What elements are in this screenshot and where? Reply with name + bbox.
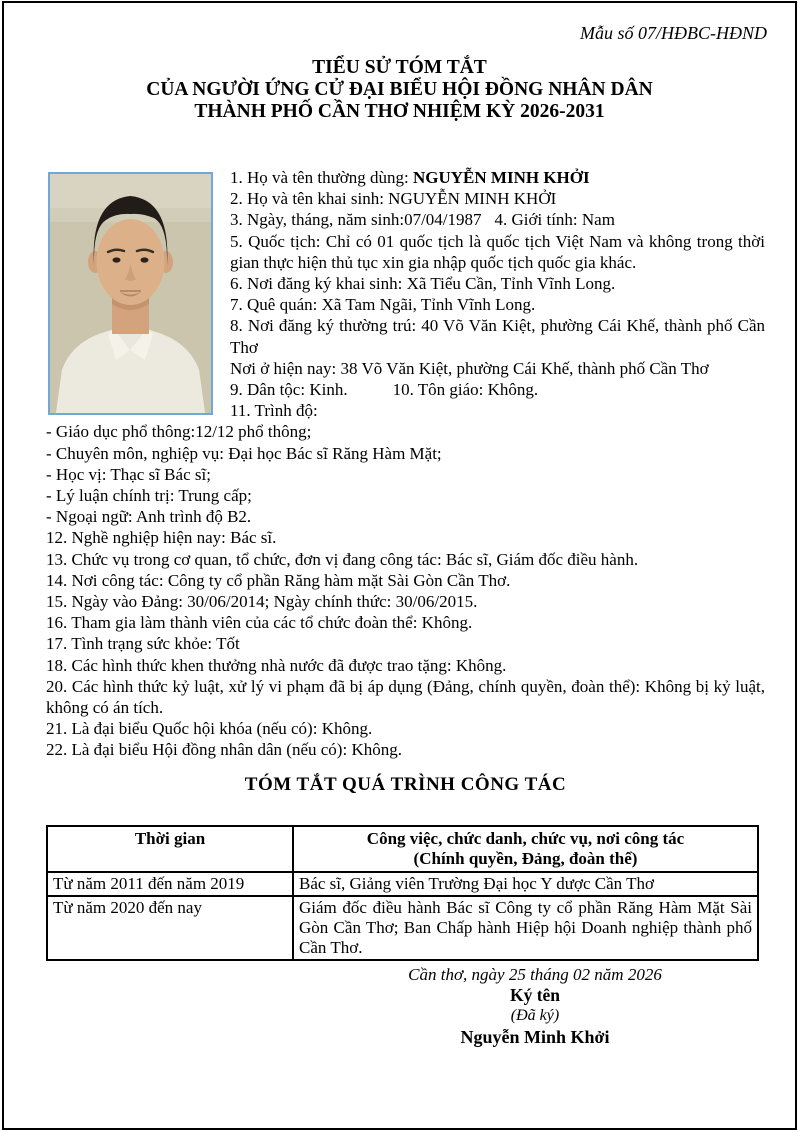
personal-info-section — [230, 167, 765, 421]
cell-description: Giám đốc điều hành Bác sĩ Công ty cổ phần Răng Hàm Mặt Sài Gòn Cần Thơ; Ban Chấp hành Hiệp hội Doanh nghiệp thành phố Cần Thơ. — [293, 896, 758, 960]
field-occupation: 12. Nghề nghiệp hiện nay: Bác sĩ. — [46, 528, 277, 548]
qualification-foreign-language: - Ngoại ngữ: Anh trình độ B2. — [46, 507, 252, 527]
qualification-political-theory: - Lý luận chính trị: Trung cấp; — [46, 486, 252, 506]
field-common-name-label: 1. Họ và tên thường dùng: — [230, 168, 413, 187]
qualification-general-education: - Giáo dục phổ thông:12/12 phổ thông; — [46, 422, 312, 442]
field-birth-name: 2. Họ và tên khai sinh: NGUYỄN MINH KHỞI — [230, 189, 557, 209]
title-line-3: THÀNH PHỐ CẦN THƠ NHIỆM KỲ 2026-2031 — [194, 101, 605, 122]
field-dob: 3. Ngày, tháng, năm sinh:07/04/1987 — [230, 210, 482, 230]
qualification-professional: - Chuyên môn, nghiệp vụ: Đại học Bác sĩ Răng Hàm Mặt; — [46, 443, 442, 463]
candidate-photo — [48, 172, 213, 415]
table-row — [47, 896, 758, 960]
signed-note: (Đã ký) — [510, 1006, 560, 1024]
field-national-assembly: 21. Là đại biểu Quốc hội khóa (nếu có): Không. — [46, 719, 373, 739]
field-permanent-residence: 8. Nơi đăng ký thường trú: 40 Võ Văn Kiệt, phường Cái Khế, thành phố Cần Thơ — [230, 316, 765, 357]
details-section — [46, 527, 765, 760]
cell-description: Bác sĩ, Giảng viên Trường Đại học Y dược Cần Thơ — [293, 872, 758, 896]
cell-period: Từ năm 2011 đến năm 2019 — [47, 872, 293, 896]
form-number: Mẫu số 07/HĐBC-HĐND — [580, 23, 767, 43]
field-gender: 4. Giới tính: Nam — [494, 210, 615, 230]
field-birth-registration: 6. Nơi đăng ký khai sinh: Xã Tiểu Cần, Tỉnh Vĩnh Long. — [230, 274, 616, 294]
signature-label: Ký tên — [509, 984, 561, 1005]
work-history-heading: TÓM TẮT QUÁ TRÌNH CÔNG TÁC — [244, 773, 567, 795]
candidate-name-value: NGUYỄN MINH KHỞI — [413, 168, 590, 187]
title-line-1: TIỂU SỬ TÓM TẮT — [312, 57, 487, 78]
field-hometown: 7. Quê quán: Xã Tam Ngãi, Tỉnh Vĩnh Long. — [230, 295, 536, 315]
document-title — [4, 57, 795, 123]
field-peoples-council: 22. Là đại biểu Hội đồng nhân dân (nếu có): Không. — [46, 740, 402, 760]
qualification-academic-degree: - Học vị: Thạc sĩ Bác sĩ; — [46, 464, 211, 484]
table-header-row — [47, 826, 758, 872]
field-dob-gender — [230, 209, 765, 230]
col-header-description-line1: Công việc, chức danh, chức vụ, nơi công tác — [366, 828, 685, 848]
col-header-description — [293, 826, 758, 872]
field-organization-membership: 16. Tham gia làm thành viên của các tổ chức đoàn thể: Không. — [46, 613, 473, 633]
work-history-table — [46, 825, 759, 961]
table-row — [47, 872, 758, 896]
field-workplace: 14. Nơi công tác: Công ty cổ phần Răng hàm mặt Sài Gòn Cần Thơ. — [46, 570, 511, 590]
field-religion: 10. Tôn giáo: Không. — [392, 380, 539, 400]
document-page — [2, 1, 797, 1130]
field-ethnicity: 9. Dân tộc: Kinh. — [230, 380, 348, 400]
portrait-graphic — [50, 174, 211, 413]
field-party-admission: 15. Ngày vào Đảng: 30/06/2014; Ngày chính thức: 30/06/2015. — [46, 592, 478, 612]
col-header-description-line2: (Chính quyền, Đảng, đoàn thể) — [413, 848, 638, 868]
cell-period: Từ năm 2020 đến nay — [47, 896, 293, 960]
qualifications-list — [46, 421, 765, 527]
field-state-awards: 18. Các hình thức khen thưởng nhà nước đã được trao tặng: Không. — [46, 655, 507, 675]
field-disciplinary-record: 20. Các hình thức kỷ luật, xử lý vi phạm đã bị áp dụng (Đảng, chính quyền, đoàn thể): Không bị kỷ luật, không có án tích. — [46, 676, 765, 718]
field-health-status: 17. Tình trạng sức khỏe: Tốt — [46, 634, 240, 654]
field-position: 13. Chức vụ trong cơ quan, tổ chức, đơn vị đang công tác: Bác sĩ, Giám đốc điều hành. — [46, 549, 639, 569]
field-common-name — [230, 167, 765, 188]
field-nationality: 5. Quốc tịch: Chỉ có 01 quốc tịch là quốc tịch Việt Nam và không trong thời gian thực hiện thủ tục xin gia nhập quốc tịch quốc gia khác. — [230, 231, 765, 272]
signature-block — [270, 964, 800, 1048]
signer-name: Nguyễn Minh Khởi — [460, 1026, 610, 1047]
signature-place-date: Cần thơ, ngày 25 tháng 02 năm 2026 — [408, 964, 662, 984]
field-qualifications-label: 11. Trình độ: — [230, 401, 318, 421]
col-header-period: Thời gian — [47, 826, 293, 872]
field-current-residence: Nơi ở hiện nay: 38 Võ Văn Kiệt, phường Cái Khế, thành phố Cần Thơ — [230, 358, 709, 378]
field-ethnicity-religion — [230, 379, 765, 400]
title-line-2: CỦA NGƯỜI ỨNG CỬ ĐẠI BIỂU HỘI ĐỒNG NHÂN DÂN — [146, 79, 653, 100]
